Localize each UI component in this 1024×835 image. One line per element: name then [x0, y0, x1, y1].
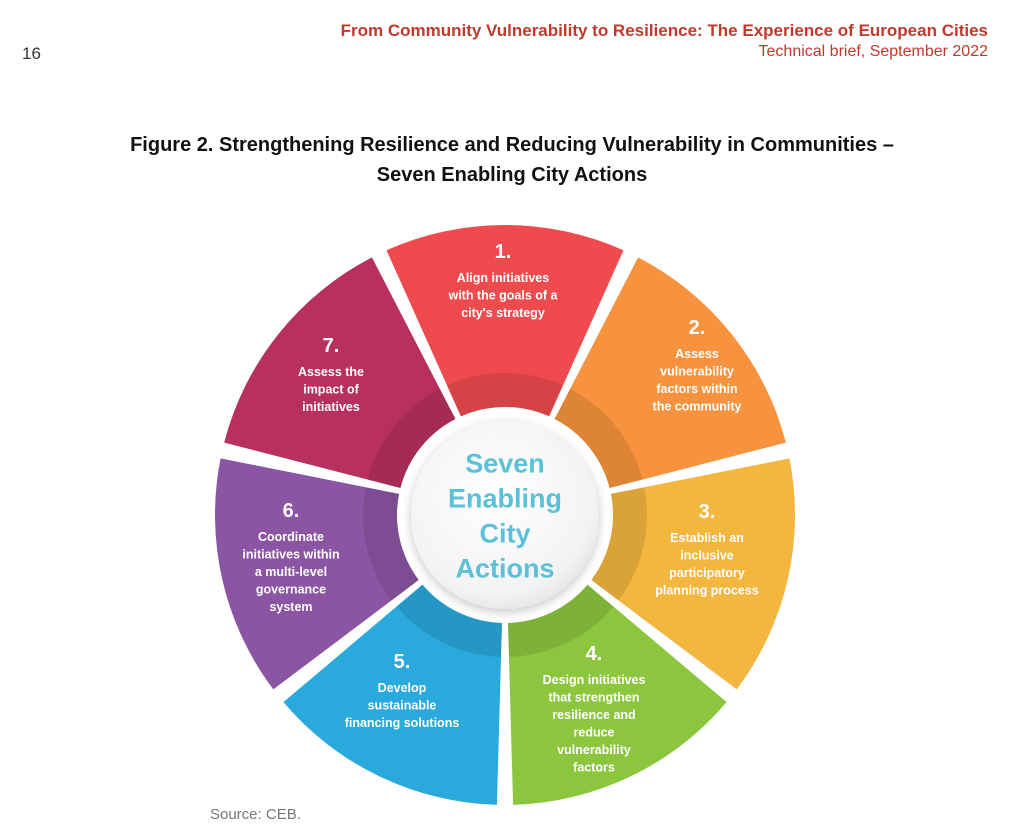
- segment-1-label: [447, 271, 558, 320]
- document-title: From Community Vulnerability to Resilience: The Experience of European Cities: [340, 21, 988, 40]
- segment-2-label-line: the community: [652, 399, 742, 414]
- document-subtitle: Technical brief, September 2022: [758, 43, 988, 60]
- segment-7-number: 7.: [322, 335, 340, 357]
- segment-7-label-line: initiatives: [302, 400, 360, 414]
- segment-5-label-line: sustainable: [367, 698, 437, 713]
- segment-1-label-line: Align initiatives: [456, 271, 550, 285]
- segment-4-label-line: Design initiatives: [542, 673, 646, 687]
- segment-4-number: 4.: [585, 643, 603, 665]
- segment-2-label-line: vulnerability: [660, 364, 734, 379]
- segment-4-label-line: vulnerability: [557, 743, 631, 757]
- segment-6-number: 6.: [282, 500, 300, 522]
- page-number: 16: [22, 44, 41, 63]
- center-label-line: City: [479, 518, 531, 549]
- segment-2-label-line: Assess: [675, 347, 719, 361]
- segment-1-number: 1.: [494, 241, 512, 263]
- segment-1-inner-band: [447, 373, 563, 416]
- segment-2-label-line: factors within: [656, 382, 738, 396]
- center-label-line: Actions: [455, 553, 555, 584]
- segment-6-label-line: initiatives within: [242, 547, 340, 562]
- segment-7-label-line: Assess the: [297, 365, 365, 379]
- segment-7-label: [298, 365, 364, 414]
- segment-5-number: 5.: [393, 651, 411, 673]
- segment-6-label-line: a multi-level: [254, 565, 328, 579]
- segment-5-label-line: financing solutions: [344, 716, 460, 730]
- segment-6-label-line: governance: [255, 582, 327, 597]
- center-label-line: Enabling: [448, 483, 562, 514]
- segment-3-number: 3.: [698, 501, 716, 523]
- segment-4-label-line: reduce: [573, 725, 615, 740]
- segment-6-label-line: system: [269, 600, 313, 614]
- segment-4-label-line: resilience and: [552, 708, 636, 722]
- segment-4-label-line: that strengthen: [548, 690, 640, 705]
- segment-4-label-line: factors: [573, 760, 615, 775]
- segment-1-label-line: city's strategy: [461, 306, 545, 320]
- segment-3-label-line: planning process: [655, 583, 759, 598]
- segment-3-label-line: inclusive: [680, 548, 734, 563]
- segment-3-label-line: Establish an: [670, 531, 744, 545]
- figure-title-line-2: Seven Enabling City Actions: [376, 164, 648, 186]
- segment-7-label-line: impact of: [303, 382, 359, 397]
- segment-1-label-line: with the goals of a: [448, 288, 558, 303]
- center-label-line: Seven: [465, 448, 545, 479]
- figure-title-line-1: Figure 2. Strengthening Resilience and Reducing Vulnerability in Communities –: [130, 134, 894, 156]
- segment-6-label-line: Coordinate: [258, 530, 324, 544]
- source-note: Source: CEB.: [210, 806, 301, 823]
- segment-3-label-line: participatory: [669, 566, 745, 580]
- segment-2-number: 2.: [688, 317, 706, 339]
- segment-5-label-line: Develop: [377, 681, 427, 695]
